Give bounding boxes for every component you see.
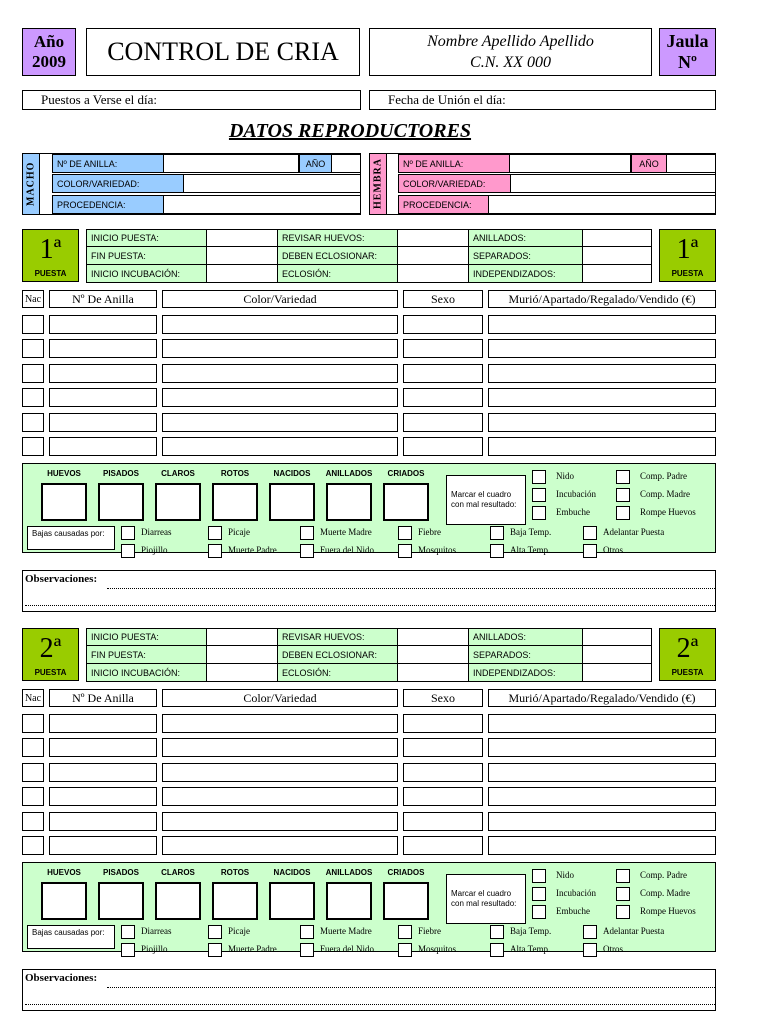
clutch-badge-number: 2ª [39,633,62,664]
color-cell[interactable] [162,812,398,831]
female-origin-input[interactable] [488,195,716,214]
color-cell[interactable] [162,787,398,806]
table-row [0,812,768,831]
problem-checkbox[interactable] [532,905,546,919]
table-row [0,836,768,855]
problem-checkbox[interactable] [616,905,630,919]
stat-input[interactable] [212,483,258,521]
nac-cell[interactable] [22,836,44,855]
sex-cell[interactable] [403,714,483,733]
sex-cell[interactable] [403,812,483,831]
problem-checkbox[interactable] [532,887,546,901]
stat-label: PISADOS [102,868,139,877]
loss-checkbox[interactable] [300,526,314,540]
stat-label: CRIADOS [387,469,425,478]
color-cell[interactable] [162,763,398,782]
independent-label: INDEPENDIZADOS: [468,663,583,682]
loss-checkbox[interactable] [121,943,135,957]
col-color-header: Color/Variedad [162,290,398,308]
nac-cell[interactable] [22,315,44,334]
sex-cell[interactable] [403,315,483,334]
separated-label: SEPARADOS: [468,645,583,664]
male-ring-label: Nº DE ANILLA: [52,154,164,173]
problem-checkbox-label: Nido [556,471,574,481]
loss-checkbox-label: Muerte Padre [228,545,277,555]
status-cell[interactable] [488,315,716,334]
should-hatch-label: DEBEN ECLOSIONAR: [277,645,398,664]
year-value: 2009 [32,52,66,71]
start-incubation-label: INICIO INCUBACIÓN: [86,663,207,682]
status-cell[interactable] [488,836,716,855]
stat-input[interactable] [41,483,87,521]
status-cell[interactable] [488,437,716,456]
sex-cell[interactable] [403,364,483,383]
stat-label: CRIADOS [387,868,425,877]
problem-checkbox-label: Nido [556,870,574,880]
nac-cell[interactable] [22,787,44,806]
loss-checkbox-label: Adelantar Puesta [603,527,665,537]
stat-label: HUEVOS [47,469,81,478]
stat-input[interactable] [212,882,258,920]
color-cell[interactable] [162,388,398,407]
should-hatch-label: DEBEN ECLOSIONAR: [277,246,398,265]
problem-checkbox[interactable] [532,506,546,520]
color-cell[interactable] [162,339,398,358]
col-status-header: Murió/Apartado/Regalado/Vendido (€) [488,689,716,707]
loss-checkbox[interactable] [583,925,597,939]
results-box [22,463,716,553]
check-eggs-label: REVISAR HUEVOS: [277,628,398,646]
clutch-section-1 [0,229,768,615]
loss-checkbox-label: Fiebre [418,926,441,936]
observations-box[interactable] [22,969,716,1011]
loss-checkbox[interactable] [300,544,314,558]
stat-counters [23,464,443,524]
stat-counters [23,863,443,923]
year-label: Año [33,32,65,51]
loss-checkbox[interactable] [490,943,504,957]
nac-cell[interactable] [22,364,44,383]
loss-checkbox-label: Fiebre [418,527,441,537]
loss-checkbox[interactable] [300,925,314,939]
female-year-label: AÑO [631,154,667,173]
problem-checkbox[interactable] [532,869,546,883]
table-row [0,364,768,383]
observations-line [107,987,715,988]
loss-checkbox-label: Fuera del Nido [320,545,374,555]
stat-input[interactable] [98,483,144,521]
problem-checkbox-label: Comp. Madre [640,888,690,898]
table-row [0,388,768,407]
loss-checkbox[interactable] [490,544,504,558]
problem-checkbox-label: Embuche [556,906,590,916]
cage-number: Nº [678,52,697,72]
end-laying-label: FIN PUESTA: [86,246,207,265]
female-ring-input[interactable] [509,154,631,173]
stat-input[interactable] [326,882,372,920]
stat-label: ROTOS [220,469,250,478]
male-color-label: COLOR/VARIEDAD: [52,174,184,193]
loss-checkbox-label: Piojillo [141,944,168,954]
loss-checkbox[interactable] [583,544,597,558]
problem-checkbox[interactable] [616,488,630,502]
loss-checkbox-label: Baja Temp. [510,926,552,936]
stat-input[interactable] [98,882,144,920]
sex-cell[interactable] [403,787,483,806]
male-origin-label: PROCEDENCIA: [52,195,164,214]
ring-cell[interactable] [49,738,157,757]
color-cell[interactable] [162,315,398,334]
col-ring-header: Nº De Anilla [49,689,157,707]
ring-cell[interactable] [49,812,157,831]
nac-cell[interactable] [22,437,44,456]
loss-checkbox-label: Fuera del Nido [320,944,374,954]
col-sex-header: Sexo [403,290,483,308]
loss-checkbox-label: Alta Temp. [510,545,551,555]
observations-label: Observaciones: [25,972,98,984]
stat-input[interactable] [383,483,429,521]
ringed-label: ANILLADOS: [468,628,583,646]
stat-input[interactable] [155,483,201,521]
problem-checkbox[interactable] [616,887,630,901]
sex-cell[interactable] [403,738,483,757]
loss-checkbox-label: Adelantar Puesta [603,926,665,936]
female-ring-label: Nº DE ANILLA: [398,154,510,173]
stat-input[interactable] [383,882,429,920]
observations-line [25,605,715,606]
clutch-section-2 [0,628,768,1014]
clutch-badge-sub: PUESTA [34,667,67,677]
start-laying-label: INICIO PUESTA: [86,229,207,247]
loss-checkbox-label: Diarreas [141,527,172,537]
color-cell[interactable] [162,413,398,432]
loss-checkbox[interactable] [121,526,135,540]
male-year-input[interactable] [331,154,361,173]
ring-cell[interactable] [49,339,157,358]
stat-input[interactable] [326,483,372,521]
breeder-name: Nombre Apellido Apellido [427,33,594,50]
mark-note: Marcar el cuadro con mal resultado: [446,874,526,924]
col-sex-header: Sexo [403,689,483,707]
stat-input[interactable] [155,882,201,920]
status-cell[interactable] [488,714,716,733]
ring-cell[interactable] [49,836,157,855]
loss-checkbox[interactable] [300,943,314,957]
table-row [0,413,768,432]
laying-date-label: Puestos a Verse el día: [41,92,158,107]
loss-checkbox[interactable] [121,544,135,558]
col-status-header: Murió/Apartado/Regalado/Vendido (€) [488,290,716,308]
male-side-label: MACHO [22,153,40,215]
ring-cell[interactable] [49,413,157,432]
stat-label: ANILLADOS [325,469,373,478]
check-eggs-label: REVISAR HUEVOS: [277,229,398,247]
female-year-input[interactable] [666,154,716,173]
ring-cell[interactable] [49,763,157,782]
color-cell[interactable] [162,364,398,383]
stat-label: NACIDOS [273,868,311,877]
status-cell[interactable] [488,413,716,432]
nac-cell[interactable] [22,388,44,407]
table-row [0,437,768,456]
col-nac-header: Nac [22,689,44,707]
female-side-label: HEMBRA [369,153,387,215]
sex-cell[interactable] [403,763,483,782]
status-cell[interactable] [488,763,716,782]
nac-cell[interactable] [22,413,44,432]
hatching-label: ECLOSIÓN: [277,663,398,682]
ring-cell[interactable] [49,437,157,456]
problem-checkbox-label: Comp. Padre [640,471,687,481]
loss-checkbox[interactable] [583,526,597,540]
problem-checkbox-label: Rompe Huevos [640,906,696,916]
stat-label: NACIDOS [273,469,311,478]
page-title: CONTROL DE CRIA [107,37,339,66]
loss-checkbox-label: Baja Temp. [510,527,552,537]
hatching-label: ECLOSIÓN: [277,264,398,283]
loss-checkbox[interactable] [208,925,222,939]
problem-checkbox[interactable] [616,470,630,484]
year-box [22,28,76,76]
observations-box[interactable] [22,570,716,612]
color-cell[interactable] [162,836,398,855]
independent-label: INDEPENDIZADOS: [468,264,583,283]
loss-checkbox-label: Otros [603,944,623,954]
observations-label: Observaciones: [25,573,98,585]
losses-label-box: Bajas causadas por: [27,526,115,550]
clutch-badge-sub: PUESTA [671,667,704,677]
problem-checkbox-label: Incubación [556,888,596,898]
ring-cell[interactable] [49,364,157,383]
cage-box [659,28,716,76]
table-row [0,339,768,358]
col-nac-header: Nac [22,290,44,308]
clutch-badge-sub: PUESTA [671,268,704,278]
stat-label: CLAROS [161,469,195,478]
nac-cell[interactable] [22,714,44,733]
sex-cell[interactable] [403,836,483,855]
loss-checkbox-label: Alta Temp. [510,944,551,954]
loss-checkbox-label: Muerte Madre [320,926,372,936]
loss-checkbox[interactable] [583,943,597,957]
mark-note: Marcar el cuadro con mal resultado: [446,475,526,525]
clutch-badge-number: 1ª [39,234,62,265]
loss-checkbox[interactable] [208,544,222,558]
problem-checkbox-label: Embuche [556,507,590,517]
results-box [22,862,716,952]
laying-date-field[interactable] [22,90,361,110]
status-cell[interactable] [488,364,716,383]
loss-checkbox-label: Piojillo [141,545,168,555]
problem-checkbox[interactable] [532,470,546,484]
stat-input[interactable] [269,882,315,920]
stat-label: ANILLADOS [325,868,373,877]
chick-rows [0,229,768,459]
female-color-label: COLOR/VARIEDAD: [398,174,511,193]
loss-checkbox[interactable] [490,925,504,939]
problem-checkbox-label: Rompe Huevos [640,507,696,517]
col-ring-header: Nº De Anilla [49,290,157,308]
ring-cell[interactable] [49,787,157,806]
union-date-label: Fecha de Unión el día: [388,92,506,107]
loss-checkbox[interactable] [398,544,412,558]
sex-cell[interactable] [403,388,483,407]
nac-cell[interactable] [22,738,44,757]
problem-checks [528,863,718,923]
status-cell[interactable] [488,388,716,407]
color-cell[interactable] [162,437,398,456]
start-laying-label: INICIO PUESTA: [86,628,207,646]
ring-cell[interactable] [49,388,157,407]
status-cell[interactable] [488,787,716,806]
female-color-input[interactable] [510,174,716,193]
clutch-badge-number: 1ª [676,234,699,265]
breeders-title: DATOS REPRODUCTORES [228,119,472,142]
problem-checkbox[interactable] [616,869,630,883]
nac-cell[interactable] [22,812,44,831]
observations-line [25,1004,715,1005]
problem-checkbox-label: Comp. Madre [640,489,690,499]
sex-cell[interactable] [403,339,483,358]
color-cell[interactable] [162,714,398,733]
clutch-badge-sub: PUESTA [34,268,67,278]
stat-label: PISADOS [102,469,139,478]
stat-input[interactable] [41,882,87,920]
stat-label: ROTOS [220,868,250,877]
ringed-label: ANILLADOS: [468,229,583,247]
status-cell[interactable] [488,812,716,831]
loss-checkbox-label: Diarreas [141,926,172,936]
loss-checks [118,923,718,953]
loss-checkbox-label: Otros [603,545,623,555]
ring-cell[interactable] [49,315,157,334]
loss-checkbox-label: Picaje [228,926,250,936]
status-cell[interactable] [488,339,716,358]
table-row [0,738,768,757]
male-ring-input[interactable] [163,154,299,173]
female-origin-label: PROCEDENCIA: [398,195,489,214]
table-row [0,763,768,782]
loss-checkbox-label: Picaje [228,527,250,537]
loss-checkbox[interactable] [208,943,222,957]
table-row [0,787,768,806]
problem-checkbox-label: Comp. Padre [640,870,687,880]
sex-cell[interactable] [403,413,483,432]
table-row [0,315,768,334]
stat-input[interactable] [269,483,315,521]
nac-cell[interactable] [22,763,44,782]
loss-checkbox-label: Mosquitos [418,545,457,555]
union-date-field[interactable] [369,90,716,110]
loss-checkbox-label: Muerte Madre [320,527,372,537]
breeder-box [369,28,652,76]
color-cell[interactable] [162,738,398,757]
male-color-input[interactable] [183,174,361,193]
problem-checks [528,464,718,524]
stat-label: CLAROS [161,868,195,877]
male-origin-input[interactable] [163,195,361,214]
status-cell[interactable] [488,738,716,757]
breeder-code: C.N. XX 000 [470,54,551,71]
chick-rows [0,628,768,858]
start-incubation-label: INICIO INCUBACIÓN: [86,264,207,283]
loss-checkbox-label: Muerte Padre [228,944,277,954]
loss-checkbox[interactable] [208,526,222,540]
male-block [22,153,361,215]
nac-cell[interactable] [22,339,44,358]
loss-checkbox[interactable] [121,925,135,939]
end-laying-label: FIN PUESTA: [86,645,207,664]
stat-label: HUEVOS [47,868,81,877]
loss-checkbox-label: Mosquitos [418,944,457,954]
separated-label: SEPARADOS: [468,246,583,265]
female-block [369,153,716,215]
loss-checkbox[interactable] [490,526,504,540]
losses-label-box: Bajas causadas por: [27,925,115,949]
observations-line [107,588,715,589]
loss-checks [118,524,718,554]
loss-checkbox[interactable] [398,925,412,939]
problem-checkbox[interactable] [616,506,630,520]
problem-checkbox[interactable] [532,488,546,502]
sex-cell[interactable] [403,437,483,456]
col-color-header: Color/Variedad [162,689,398,707]
title-box [86,28,360,76]
loss-checkbox[interactable] [398,943,412,957]
cage-label: Jaula [666,31,709,51]
male-year-label: AÑO [299,154,332,173]
table-row [0,714,768,733]
loss-checkbox[interactable] [398,526,412,540]
ring-cell[interactable] [49,714,157,733]
problem-checkbox-label: Incubación [556,489,596,499]
clutch-badge-number: 2ª [676,633,699,664]
